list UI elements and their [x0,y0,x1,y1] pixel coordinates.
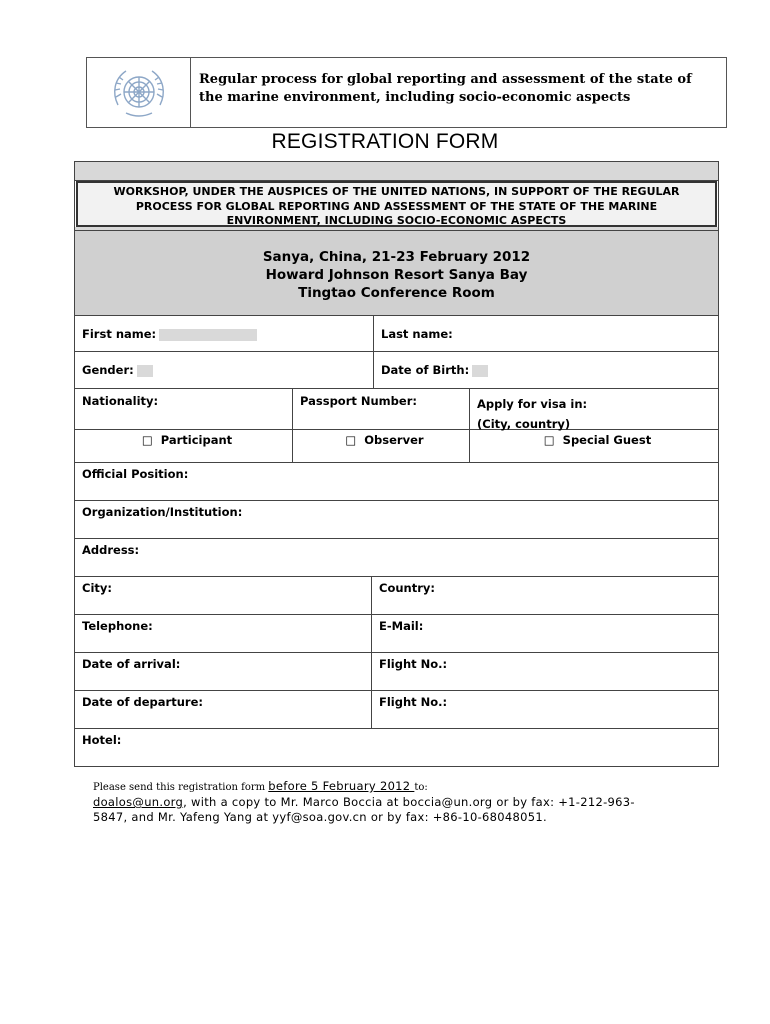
role-row [75,430,718,463]
header-title-line2: the marine environment, including socio-economic aspects [199,90,631,105]
address-label: Address: [82,543,140,557]
visa-cell [469,389,718,429]
email-label: E-Mail: [379,619,424,633]
registration-form [74,161,719,767]
position-label: Official Position: [82,467,189,481]
departure-flight-label: Flight No.: [379,695,448,709]
header-title-line1: Regular process for global reporting and assessment of the state of [199,72,692,87]
workshop-line1: WORKSHOP, UNDER THE AUSPICES OF THE UNITED NATIONS, IN SUPPORT OF THE REGULAR [113,185,680,198]
observer-option[interactable] [292,430,469,462]
position-row[interactable] [75,463,718,501]
note-line2 [93,795,693,810]
organization-row[interactable] [75,501,718,539]
gender-row [75,352,718,389]
arrival-flight-cell[interactable] [371,653,718,690]
gender-label: Gender: [82,363,134,377]
workshop-line2: PROCESS FOR GLOBAL REPORTING AND ASSESSMENT OF THE STATE OF THE MARINE [135,199,658,213]
special-guest-option[interactable] [469,430,718,462]
arrival-label: Date of arrival: [82,657,181,671]
name-row [75,316,718,352]
address-row[interactable] [75,539,718,577]
workshop-banner [76,181,717,227]
country-cell[interactable] [371,577,718,614]
departure-cell[interactable] [75,691,371,728]
passport-label: Passport Number: [300,394,417,408]
document-header [86,57,727,128]
gender-cell [75,352,373,388]
telephone-label: Telephone: [82,619,153,633]
observer-checkbox[interactable]: □ [345,433,357,447]
city-cell[interactable] [75,577,371,614]
organization-cell[interactable] [75,501,718,538]
passport-cell [292,389,469,429]
dob-input[interactable] [472,365,488,377]
departure-label: Date of departure: [82,695,203,709]
participant-checkbox[interactable]: □ [141,433,153,447]
first-name-cell [75,316,373,351]
venue-line3: Tingtao Conference Room [298,285,495,301]
observer-label: Observer [364,433,424,447]
hotel-row[interactable] [75,729,718,766]
dob-cell [373,352,718,388]
dob-label: Date of Birth: [381,363,470,377]
arrival-row [75,653,718,691]
venue-line1: Sanya, China, 21-23 February 2012 [262,249,531,265]
form-title: REGISTRATION FORM [271,130,499,153]
workshop-line3: ENVIRONMENT, INCLUDING SOCIO-ECONOMIC ASPECTS [226,214,567,227]
nationality-label: Nationality: [82,394,159,408]
last-name-cell [373,316,718,351]
venue-block [75,230,718,316]
email-link-doalos[interactable]: doalos@un.org [93,795,184,809]
last-name-label: Last name: [381,327,453,341]
note-deadline: before 5 February 2012 [268,779,415,793]
submission-note [93,779,693,825]
note-to: to: [414,782,428,793]
arrival-flight-label: Flight No.: [379,657,448,671]
note-line1 [93,779,693,795]
first-name-label: First name: [82,327,157,341]
departure-row [75,691,718,729]
nationality-row [75,389,718,430]
top-band [75,162,718,181]
venue-line2: Howard Johnson Resort Sanya Bay [265,267,528,283]
gender-input[interactable] [137,365,153,377]
logo-cell [87,58,191,127]
header-title [191,58,692,127]
visa-hint: (City, country) [477,417,571,431]
note-line3: 5847, and Mr. Yafeng Yang at yyf@soa.gov.cn or by fax: +86-10-68048051. [93,810,547,824]
visa-label: Apply for visa in: [477,397,588,411]
telephone-cell[interactable] [75,615,371,652]
participant-label: Participant [160,433,233,447]
special-guest-label: Special Guest [562,433,652,447]
email-cell[interactable] [371,615,718,652]
note-intro: Please send this registration form [93,782,269,793]
city-row [75,577,718,615]
city-label: City: [82,581,112,595]
telephone-row [75,615,718,653]
nationality-cell [75,389,292,429]
hotel-label: Hotel: [82,733,122,747]
hotel-cell[interactable] [75,729,718,766]
first-name-input[interactable] [159,329,257,341]
arrival-cell[interactable] [75,653,371,690]
un-emblem-icon [106,65,172,121]
participant-option[interactable] [75,430,292,462]
special-guest-checkbox[interactable]: □ [543,433,555,447]
note-copy-text: , with a copy to Mr. Marco Boccia at boccia@un.org or by fax: +1-212-963- [183,795,635,809]
address-cell[interactable] [75,539,718,576]
organization-label: Organization/Institution: [82,505,243,519]
departure-flight-cell[interactable] [371,691,718,728]
country-label: Country: [379,581,435,595]
position-cell[interactable] [75,463,718,500]
